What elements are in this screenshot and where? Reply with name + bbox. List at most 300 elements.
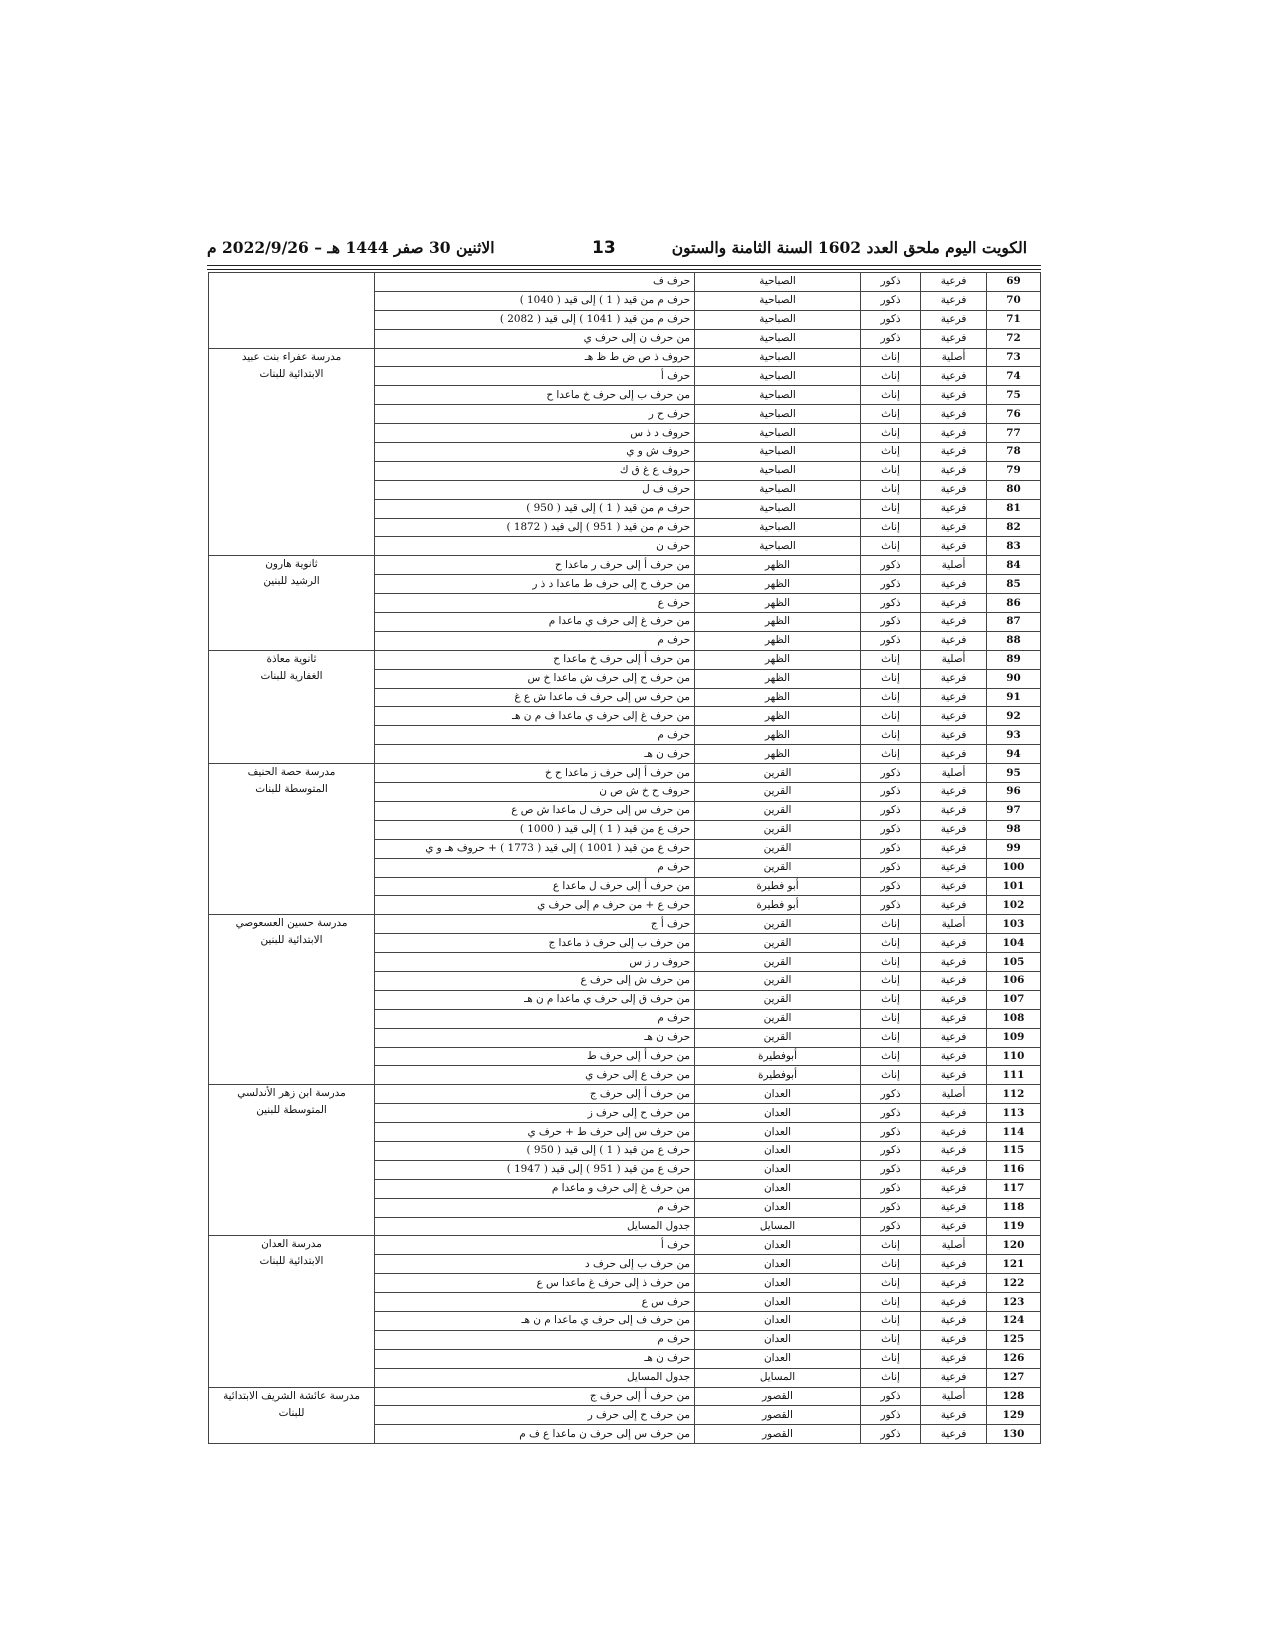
- row-gender: ذكور: [861, 594, 921, 613]
- row-letters: حروف ع غ ق ك: [375, 461, 695, 480]
- row-area: الصباحية: [695, 348, 861, 367]
- row-type: فرعية: [921, 707, 987, 726]
- row-letters: حروف ح خ ش ص ن: [375, 783, 695, 802]
- school-name-line: مدرسة حصة الحنيف: [247, 766, 336, 779]
- row-type: فرعية: [921, 1330, 987, 1349]
- row-letters: من حرف أ إلى حرف خ ماعدا ح: [375, 650, 695, 669]
- row-area: القصور: [695, 1425, 861, 1444]
- page-number: 13: [592, 238, 616, 258]
- row-type: أصلية: [921, 650, 987, 669]
- row-gender: إناث: [861, 688, 921, 707]
- row-type: فرعية: [921, 783, 987, 802]
- row-letters: من حرف أ إلى حرف ج: [375, 1387, 695, 1406]
- row-gender: ذكور: [861, 291, 921, 310]
- row-number: 93: [987, 726, 1041, 745]
- row-type: فرعية: [921, 1368, 987, 1387]
- row-number: 121: [987, 1255, 1041, 1274]
- row-type: فرعية: [921, 820, 987, 839]
- row-number: 86: [987, 594, 1041, 613]
- row-letters: جدول المسايل: [375, 1217, 695, 1236]
- row-area: الظهر: [695, 726, 861, 745]
- row-gender: إناث: [861, 367, 921, 386]
- row-type: فرعية: [921, 1274, 987, 1293]
- row-gender: ذكور: [861, 631, 921, 650]
- row-gender: ذكور: [861, 896, 921, 915]
- row-gender: ذكور: [861, 839, 921, 858]
- row-gender: إناث: [861, 499, 921, 518]
- row-letters: من حرف أ إلى حرف ز ماعدا ح خ: [375, 764, 695, 783]
- row-type: فرعية: [921, 1028, 987, 1047]
- row-type: فرعية: [921, 1293, 987, 1312]
- row-number: 84: [987, 556, 1041, 575]
- row-area: القرين: [695, 1028, 861, 1047]
- row-type: فرعية: [921, 1198, 987, 1217]
- row-letters: حرف م من قيد ( 1 ) إلى قيد ( 1040 ): [375, 291, 695, 310]
- row-letters: حرف م: [375, 631, 695, 650]
- row-type: أصلية: [921, 915, 987, 934]
- row-area: العدان: [695, 1311, 861, 1330]
- row-number: 83: [987, 537, 1041, 556]
- row-type: فرعية: [921, 1066, 987, 1085]
- row-area: الصباحية: [695, 310, 861, 329]
- row-number: 122: [987, 1274, 1041, 1293]
- row-letters: من حرف ب إلى حرف ذ ماعدا ج: [375, 934, 695, 953]
- row-gender: إناث: [861, 1311, 921, 1330]
- school-name-cell: [209, 915, 375, 1085]
- row-number: 74: [987, 367, 1041, 386]
- row-area: القرين: [695, 801, 861, 820]
- row-type: فرعية: [921, 386, 987, 405]
- row-area: المسايل: [695, 1368, 861, 1387]
- row-area: الظهر: [695, 575, 861, 594]
- row-gender: ذكور: [861, 858, 921, 877]
- row-type: فرعية: [921, 594, 987, 613]
- row-letters: حرف ع: [375, 594, 695, 613]
- row-gender: إناث: [861, 650, 921, 669]
- school-name-cell: [209, 1387, 375, 1444]
- row-gender: إناث: [861, 707, 921, 726]
- row-number: 98: [987, 820, 1041, 839]
- row-area: القصور: [695, 1387, 861, 1406]
- row-gender: إناث: [861, 480, 921, 499]
- row-number: 108: [987, 1009, 1041, 1028]
- row-area: الصباحية: [695, 480, 861, 499]
- row-number: 80: [987, 480, 1041, 499]
- table-row: [209, 764, 1041, 783]
- school-name-cell: [209, 348, 375, 556]
- row-number: 104: [987, 934, 1041, 953]
- row-type: فرعية: [921, 367, 987, 386]
- row-number: 103: [987, 915, 1041, 934]
- school-name-cell: [209, 650, 375, 763]
- row-letters: حروف ذ ص ض ط ظ هـ: [375, 348, 695, 367]
- row-gender: إناث: [861, 386, 921, 405]
- row-area: القرين: [695, 915, 861, 934]
- row-gender: ذكور: [861, 1179, 921, 1198]
- row-letters: حرف م من قيد ( 1041 ) إلى قيد ( 2082 ): [375, 310, 695, 329]
- row-number: 102: [987, 896, 1041, 915]
- row-gender: إناث: [861, 1255, 921, 1274]
- row-number: 118: [987, 1198, 1041, 1217]
- row-letters: من حرف س إلى حرف ل ماعدا ش ص ع: [375, 801, 695, 820]
- row-gender: إناث: [861, 1293, 921, 1312]
- row-number: 110: [987, 1047, 1041, 1066]
- row-area: الظهر: [695, 669, 861, 688]
- row-gender: ذكور: [861, 820, 921, 839]
- row-type: فرعية: [921, 801, 987, 820]
- row-letters: من حرف غ إلى حرف ي ماعدا م: [375, 613, 695, 632]
- row-area: الصباحية: [695, 461, 861, 480]
- row-letters: حروف د ذ س: [375, 424, 695, 443]
- row-gender: إناث: [861, 669, 921, 688]
- row-letters: حرف م من قيد ( 951 ) إلى قيد ( 1872 ): [375, 518, 695, 537]
- row-type: فرعية: [921, 688, 987, 707]
- row-type: فرعية: [921, 1179, 987, 1198]
- row-number: 96: [987, 783, 1041, 802]
- row-gender: إناث: [861, 971, 921, 990]
- row-letters: من حرف س إلى حرف ف ماعدا ش ع غ: [375, 688, 695, 707]
- row-number: 119: [987, 1217, 1041, 1236]
- row-number: 101: [987, 877, 1041, 896]
- row-type: فرعية: [921, 424, 987, 443]
- row-gender: إناث: [861, 424, 921, 443]
- school-name-cell: [209, 1085, 375, 1236]
- row-letters: من حرف ذ إلى حرف غ ماعدا س ع: [375, 1274, 695, 1293]
- page-header: [207, 232, 1027, 264]
- row-gender: إناث: [861, 1349, 921, 1368]
- row-area: الظهر: [695, 707, 861, 726]
- row-number: 117: [987, 1179, 1041, 1198]
- school-name-cell: [209, 764, 375, 915]
- row-area: الصباحية: [695, 424, 861, 443]
- school-name-line: الابتدائية للبنين: [260, 934, 323, 947]
- table-row: [209, 556, 1041, 575]
- row-area: القرين: [695, 820, 861, 839]
- row-number: 75: [987, 386, 1041, 405]
- row-type: فرعية: [921, 726, 987, 745]
- row-letters: حرف ع + من حرف م إلى حرف ي: [375, 896, 695, 915]
- row-letters: حرف ن هـ: [375, 745, 695, 764]
- row-area: العدان: [695, 1255, 861, 1274]
- row-type: فرعية: [921, 575, 987, 594]
- row-letters: جدول المسايل: [375, 1368, 695, 1387]
- row-area: القرين: [695, 971, 861, 990]
- row-letters: من حرف س إلى حرف ن ماعدا ع ف م: [375, 1425, 695, 1444]
- row-letters: من حرف ف إلى حرف ي ماعدا م ن هـ: [375, 1311, 695, 1330]
- row-gender: إناث: [861, 1066, 921, 1085]
- row-letters: من حرف أ إلى حرف ط: [375, 1047, 695, 1066]
- row-number: 90: [987, 669, 1041, 688]
- row-gender: إناث: [861, 461, 921, 480]
- row-gender: إناث: [861, 990, 921, 1009]
- row-number: 78: [987, 443, 1041, 462]
- school-name-line: مدرسة عائشة الشريف الابتدائية: [223, 1389, 360, 1402]
- row-area: الصباحية: [695, 405, 861, 424]
- row-type: فرعية: [921, 953, 987, 972]
- row-gender: إناث: [861, 1274, 921, 1293]
- row-type: فرعية: [921, 934, 987, 953]
- row-gender: إناث: [861, 1236, 921, 1255]
- row-area: الصباحية: [695, 329, 861, 348]
- row-area: القرين: [695, 783, 861, 802]
- row-type: فرعية: [921, 669, 987, 688]
- row-area: أبو فطيرة: [695, 877, 861, 896]
- row-type: أصلية: [921, 1085, 987, 1104]
- school-name-line: الرشيد للبنين: [263, 575, 320, 588]
- row-number: 116: [987, 1160, 1041, 1179]
- table-row: [209, 650, 1041, 669]
- school-name-cell: [209, 273, 375, 349]
- row-type: فرعية: [921, 1255, 987, 1274]
- row-area: القرين: [695, 858, 861, 877]
- row-letters: حرف م: [375, 726, 695, 745]
- row-area: العدان: [695, 1085, 861, 1104]
- row-type: فرعية: [921, 405, 987, 424]
- row-area: العدان: [695, 1104, 861, 1123]
- row-area: الظهر: [695, 688, 861, 707]
- row-type: فرعية: [921, 1217, 987, 1236]
- row-area: الصباحية: [695, 273, 861, 292]
- row-type: فرعية: [921, 443, 987, 462]
- school-name-line: ثانوية هارون: [265, 558, 318, 571]
- row-type: فرعية: [921, 1425, 987, 1444]
- row-area: العدان: [695, 1293, 861, 1312]
- school-name-line: مدرسة عفراء بنت عبيد: [241, 350, 342, 363]
- row-number: 100: [987, 858, 1041, 877]
- row-type: فرعية: [921, 896, 987, 915]
- row-gender: إناث: [861, 1047, 921, 1066]
- row-number: 92: [987, 707, 1041, 726]
- row-number: 87: [987, 613, 1041, 632]
- row-number: 123: [987, 1293, 1041, 1312]
- row-letters: حرف س ع: [375, 1293, 695, 1312]
- table-row: [209, 1387, 1041, 1406]
- row-gender: إناث: [861, 726, 921, 745]
- row-type: فرعية: [921, 480, 987, 499]
- row-type: فرعية: [921, 1123, 987, 1142]
- row-type: فرعية: [921, 1406, 987, 1425]
- row-letters: حروف ش و ي: [375, 443, 695, 462]
- row-number: 85: [987, 575, 1041, 594]
- row-type: فرعية: [921, 537, 987, 556]
- row-number: 126: [987, 1349, 1041, 1368]
- row-number: 114: [987, 1123, 1041, 1142]
- row-area: الظهر: [695, 613, 861, 632]
- row-letters: حرف أ: [375, 1236, 695, 1255]
- row-letters: من حرف ح إلى حرف ش ماعدا خ س: [375, 669, 695, 688]
- row-letters: من حرف ش إلى حرف ع: [375, 971, 695, 990]
- row-number: 111: [987, 1066, 1041, 1085]
- row-number: 129: [987, 1406, 1041, 1425]
- row-letters: من حرف أ إلى حرف ل ماعدا ع: [375, 877, 695, 896]
- row-area: القرين: [695, 1009, 861, 1028]
- row-type: فرعية: [921, 1160, 987, 1179]
- row-number: 130: [987, 1425, 1041, 1444]
- issue-date: الاثنين 30 صفر 1444 هـ – 2022/9/26 م: [207, 238, 495, 257]
- row-number: 71: [987, 310, 1041, 329]
- row-letters: حرف م: [375, 858, 695, 877]
- row-gender: إناث: [861, 518, 921, 537]
- row-type: فرعية: [921, 273, 987, 292]
- row-area: أبوفطيرة: [695, 1066, 861, 1085]
- row-number: 127: [987, 1368, 1041, 1387]
- publication-title: الكويت اليوم ملحق العدد 1602 السنة الثامنة والستون: [671, 238, 1027, 257]
- row-gender: إناث: [861, 1028, 921, 1047]
- row-number: 105: [987, 953, 1041, 972]
- row-area: القرين: [695, 934, 861, 953]
- row-area: الظهر: [695, 631, 861, 650]
- row-area: الظهر: [695, 594, 861, 613]
- row-type: فرعية: [921, 1141, 987, 1160]
- row-letters: من حرف غ إلى حرف و ماعدا م: [375, 1179, 695, 1198]
- school-name-line: ثانوية معاذة: [266, 652, 317, 665]
- header-rule-bottom: [207, 269, 1041, 270]
- row-area: الصباحية: [695, 518, 861, 537]
- row-gender: إناث: [861, 1368, 921, 1387]
- row-number: 112: [987, 1085, 1041, 1104]
- row-area: القرين: [695, 764, 861, 783]
- row-gender: ذكور: [861, 613, 921, 632]
- row-gender: ذكور: [861, 329, 921, 348]
- row-type: فرعية: [921, 1349, 987, 1368]
- row-type: فرعية: [921, 1311, 987, 1330]
- row-area: العدان: [695, 1274, 861, 1293]
- row-letters: من حرف أ إلى حرف ج: [375, 1085, 695, 1104]
- table-row: [209, 1236, 1041, 1255]
- row-area: العدان: [695, 1236, 861, 1255]
- row-number: 99: [987, 839, 1041, 858]
- row-gender: ذكور: [861, 1198, 921, 1217]
- row-number: 113: [987, 1104, 1041, 1123]
- row-gender: إناث: [861, 443, 921, 462]
- row-letters: من حرف ن إلى حرف ي: [375, 329, 695, 348]
- row-number: 82: [987, 518, 1041, 537]
- row-letters: حرف ف: [375, 273, 695, 292]
- row-number: 109: [987, 1028, 1041, 1047]
- row-type: فرعية: [921, 1047, 987, 1066]
- row-type: أصلية: [921, 764, 987, 783]
- row-letters: حرف ن هـ: [375, 1349, 695, 1368]
- row-type: فرعية: [921, 329, 987, 348]
- row-area: العدان: [695, 1179, 861, 1198]
- school-name-line: الغفارية للبنات: [260, 669, 323, 682]
- row-area: الظهر: [695, 556, 861, 575]
- school-name-line: مدرسة العدان: [261, 1238, 322, 1251]
- row-gender: ذكور: [861, 556, 921, 575]
- row-gender: إناث: [861, 537, 921, 556]
- row-type: فرعية: [921, 461, 987, 480]
- row-area: الصباحية: [695, 499, 861, 518]
- row-letters: من حرف ح إلى حرف ر: [375, 1406, 695, 1425]
- row-gender: ذكور: [861, 575, 921, 594]
- row-number: 73: [987, 348, 1041, 367]
- row-letters: حرف م: [375, 1330, 695, 1349]
- row-letters: حرف م من قيد ( 1 ) إلى قيد ( 950 ): [375, 499, 695, 518]
- row-letters: من حرف ح إلى حرف ط ماعدا د ذ ر: [375, 575, 695, 594]
- row-letters: حرف ح ر: [375, 405, 695, 424]
- row-type: فرعية: [921, 971, 987, 990]
- row-letters: حرف ف ل: [375, 480, 695, 499]
- row-gender: إناث: [861, 745, 921, 764]
- row-gender: إناث: [861, 405, 921, 424]
- row-area: القرين: [695, 839, 861, 858]
- row-gender: إناث: [861, 1330, 921, 1349]
- table-row: [209, 273, 1041, 292]
- row-area: أبو فطيرة: [695, 896, 861, 915]
- row-gender: ذكور: [861, 1123, 921, 1142]
- row-gender: ذكور: [861, 1387, 921, 1406]
- row-gender: إناث: [861, 1009, 921, 1028]
- row-gender: ذكور: [861, 877, 921, 896]
- row-letters: حرف أ: [375, 367, 695, 386]
- row-area: المسايل: [695, 1217, 861, 1236]
- row-type: فرعية: [921, 631, 987, 650]
- row-area: القرين: [695, 953, 861, 972]
- school-name-line: مدرسة ابن زهر الأندلسي: [237, 1087, 346, 1100]
- row-letters: حرف م: [375, 1009, 695, 1028]
- row-gender: ذكور: [861, 310, 921, 329]
- row-area: الصباحية: [695, 537, 861, 556]
- row-area: العدان: [695, 1123, 861, 1142]
- row-number: 88: [987, 631, 1041, 650]
- row-area: الصباحية: [695, 367, 861, 386]
- row-area: العدان: [695, 1198, 861, 1217]
- school-name-line: الابتدائية للبنات: [259, 367, 324, 380]
- school-name-line: الابتدائية للبنات: [259, 1255, 324, 1268]
- row-number: 81: [987, 499, 1041, 518]
- row-number: 124: [987, 1311, 1041, 1330]
- row-type: أصلية: [921, 1236, 987, 1255]
- row-type: فرعية: [921, 1009, 987, 1028]
- row-gender: إناث: [861, 915, 921, 934]
- row-number: 106: [987, 971, 1041, 990]
- table-row: [209, 1085, 1041, 1104]
- row-area: العدان: [695, 1160, 861, 1179]
- row-number: 97: [987, 801, 1041, 820]
- row-gender: ذكور: [861, 764, 921, 783]
- row-number: 77: [987, 424, 1041, 443]
- row-gender: ذكور: [861, 783, 921, 802]
- row-number: 72: [987, 329, 1041, 348]
- school-name-line: المتوسطة للبنات: [255, 783, 328, 796]
- row-number: 91: [987, 688, 1041, 707]
- row-type: أصلية: [921, 348, 987, 367]
- row-letters: حرف ن: [375, 537, 695, 556]
- row-type: فرعية: [921, 839, 987, 858]
- row-letters: من حرف ب إلى حرف خ ماعدا ح: [375, 386, 695, 405]
- row-type: فرعية: [921, 291, 987, 310]
- row-gender: ذكور: [861, 1425, 921, 1444]
- row-number: 107: [987, 990, 1041, 1009]
- school-name-cell: [209, 556, 375, 650]
- row-number: 128: [987, 1387, 1041, 1406]
- row-number: 120: [987, 1236, 1041, 1255]
- row-letters: من حرف غ إلى حرف ي ماعدا ف م ن هـ: [375, 707, 695, 726]
- row-gender: ذكور: [861, 273, 921, 292]
- row-number: 89: [987, 650, 1041, 669]
- row-area: القرين: [695, 990, 861, 1009]
- row-type: فرعية: [921, 499, 987, 518]
- row-number: 69: [987, 273, 1041, 292]
- row-gender: ذكور: [861, 1141, 921, 1160]
- row-number: 94: [987, 745, 1041, 764]
- school-name-line: مدرسة حسين العسعوصي: [235, 917, 348, 930]
- row-area: أبوفطيرة: [695, 1047, 861, 1066]
- row-number: 95: [987, 764, 1041, 783]
- row-letters: حرف ع من قيد ( 951 ) إلى قيد ( 1947 ): [375, 1160, 695, 1179]
- row-number: 115: [987, 1141, 1041, 1160]
- row-area: العدان: [695, 1330, 861, 1349]
